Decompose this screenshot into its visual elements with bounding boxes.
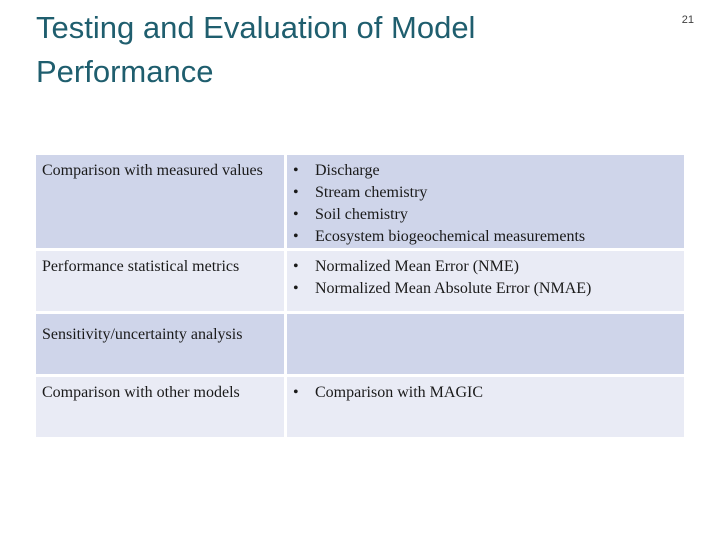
- row-content: [287, 314, 684, 374]
- bullet-icon: •: [293, 206, 299, 223]
- table-row: [36, 251, 684, 311]
- row-label: Performance statistical metrics: [36, 251, 284, 311]
- bullet-list: [293, 382, 678, 404]
- list-item: • Ecosystem biogeochemical measurements: [293, 226, 678, 248]
- bullet-icon: •: [293, 162, 299, 179]
- row-label: Comparison with other models: [36, 377, 284, 437]
- row-content: [287, 377, 684, 437]
- table-row: [36, 314, 684, 374]
- evaluation-table: [36, 155, 684, 437]
- row-content: [287, 155, 684, 248]
- list-item: • Stream chemistry: [293, 182, 678, 204]
- row-label: Sensitivity/uncertainty analysis: [36, 314, 284, 374]
- bullet-list: [293, 256, 678, 300]
- bullet-icon: •: [293, 184, 299, 201]
- bullet-list: [293, 160, 678, 248]
- bullet-icon: •: [293, 384, 299, 401]
- slide-number: 21: [681, 14, 694, 26]
- row-label: Comparison with measured values: [36, 155, 284, 248]
- list-item: • Normalized Mean Error (NME): [293, 256, 678, 278]
- table-row: [36, 377, 684, 437]
- list-item: • Normalized Mean Absolute Error (NMAE): [293, 278, 678, 300]
- list-item: • Discharge: [293, 160, 678, 182]
- bullet-icon: •: [293, 280, 299, 297]
- list-item: • Soil chemistry: [293, 204, 678, 226]
- table-row: [36, 155, 684, 248]
- slide-title: Testing and Evaluation of Model Performance: [36, 10, 476, 89]
- bullet-icon: •: [293, 228, 299, 245]
- list-item: • Comparison with MAGIC: [293, 382, 678, 404]
- bullet-icon: •: [293, 258, 299, 275]
- row-content: [287, 251, 684, 311]
